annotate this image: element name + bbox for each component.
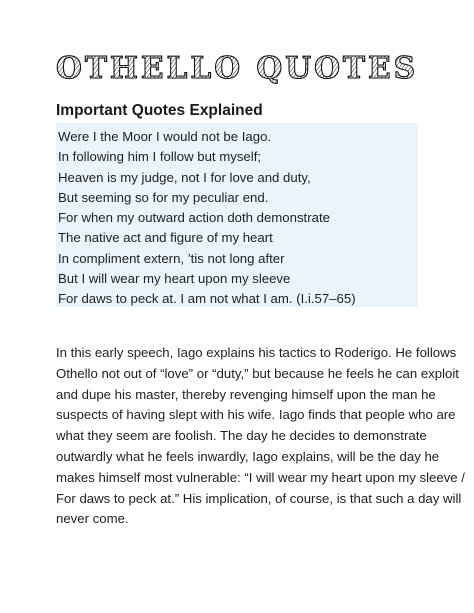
quote-line: Heaven is my judge, not I for love and duty, — [58, 169, 311, 185]
quote-line: But seeming so for my peculiar end. — [58, 189, 269, 205]
explanation-line: what they seem are foolish. The day he decides to demonstrate — [56, 428, 427, 444]
document-title — [56, 50, 426, 94]
quote-line: In compliment extern, ’tis not long after — [58, 250, 285, 266]
quote-line-citation: For daws to peck at. I am not what I am. (I.i.57–65) — [58, 291, 356, 307]
document-title-graphic — [56, 50, 426, 94]
explanation-line: For daws to peck at.” His implication, of course, is that such a day will — [56, 490, 462, 506]
explanation-line: In this early speech, Iago explains his tactics to Roderigo. He follows — [56, 345, 457, 360]
explanation-paragraph — [56, 343, 465, 530]
quote-line: But I will wear my heart upon my sleeve — [58, 271, 291, 287]
quote-block — [56, 123, 418, 307]
quote-line: In following him I follow but myself; — [58, 149, 262, 165]
explanation-line: and dupe his master, thereby revenging himself upon the man he — [56, 386, 436, 402]
explanation-line: makes himself most vulnerable: “I will wear my heart upon my sleeve / — [56, 469, 465, 485]
explanation-line: Othello not out of “love” or “duty,” but because he feels he can exploit — [56, 365, 459, 381]
document-title-text: OTHELLO QUOTES — [56, 51, 418, 86]
explanation-line: never come. — [56, 511, 129, 527]
quote-line: The native act and figure of my heart — [58, 230, 273, 246]
quote-line: Were I the Moor I would not be Iago. — [58, 129, 272, 144]
explanation-line: outwardly what he feels inwardly, Iago explains, will be the day he — [56, 448, 440, 464]
explanation-line: suspects of having slept with his wife. Iago finds that people who are — [56, 407, 456, 423]
section-heading: Important Quotes Explained — [56, 102, 263, 119]
quote-line: For when my outward action doth demonstrate — [58, 210, 330, 226]
